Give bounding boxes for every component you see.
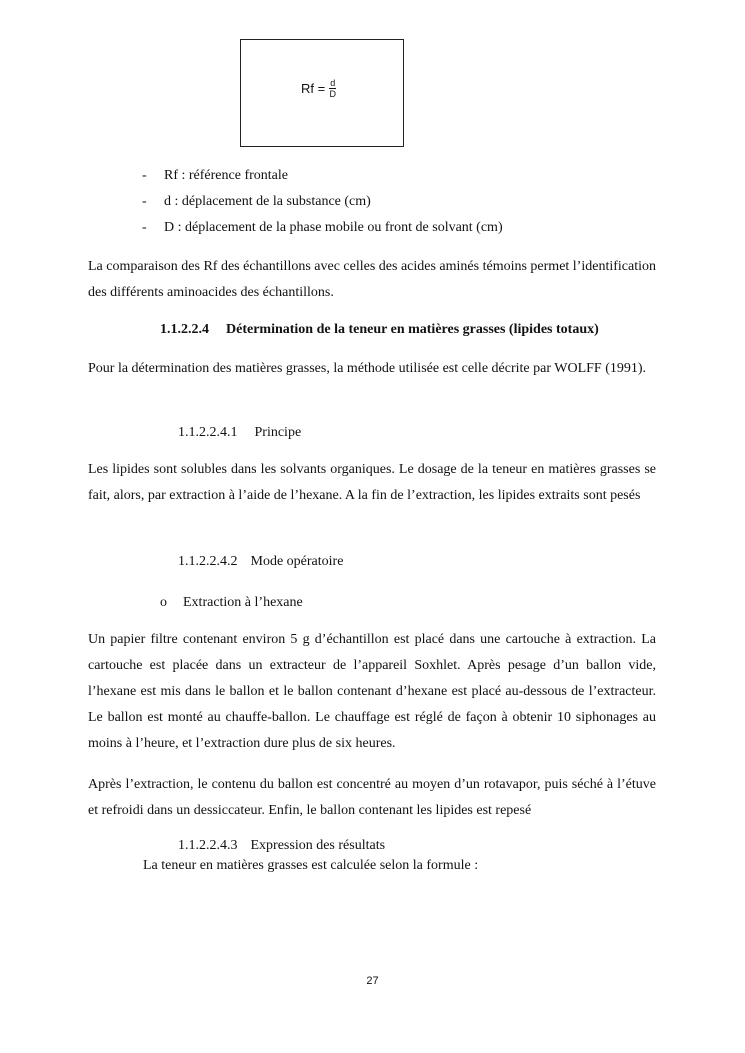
definition-item [0, 219, 745, 237]
page-number: 27 [366, 975, 379, 987]
list-item [160, 595, 303, 611]
formula-fraction [329, 78, 336, 99]
formula-lhs: Rf = [301, 81, 326, 96]
dash-marker: - [142, 194, 147, 209]
formula-box [240, 39, 404, 147]
rf-formula [301, 78, 336, 99]
dash-marker: - [142, 220, 147, 235]
section-number: 1.1.2.2.4 [160, 322, 209, 337]
circle-bullet: o [160, 595, 167, 610]
definition-item [0, 193, 745, 211]
formula-intro: La teneur en matières grasses est calculée selon la formule : [143, 858, 479, 873]
list-item-text: Extraction à l’hexane [183, 595, 303, 610]
paragraph-principe: Les lipides sont solubles dans les solvants organiques. Le dosage de la teneur en matières grasses se fait, alors, par extraction à l’aide de l’hexane. A la fin de l’extraction, les lipides extraits sont pesés [88, 462, 656, 503]
section-title: Détermination de la teneur en matières grasses (lipides totaux) [226, 322, 599, 337]
subsection-title: Mode opératoire [250, 554, 344, 569]
subsection-title: Principe [254, 425, 302, 440]
subsection-heading-mode [178, 554, 343, 570]
paragraph-comparison: La comparaison des Rf des échantillons avec celles des acides aminés témoins permet l’identification des différents aminoacides des échantillons. [88, 259, 656, 300]
section-heading [160, 322, 599, 338]
subsection-heading-principe [178, 425, 301, 441]
subsection-heading-expression [178, 838, 385, 854]
formula-denominator: D [329, 89, 336, 99]
subsection-title: Expression des résultats [250, 838, 386, 853]
subsection-number: 1.1.2.2.4.1 [178, 425, 238, 440]
formula-numerator: d [330, 78, 336, 88]
paragraph-method: Pour la détermination des matières grasses, la méthode utilisée est celle décrite par WOLFF (1991). [88, 361, 647, 376]
definition-text: Rf : référence frontale [164, 168, 288, 183]
definition-text: d : déplacement de la substance (cm) [164, 194, 371, 209]
subsection-number: 1.1.2.2.4.2 [178, 554, 238, 569]
subsection-number: 1.1.2.2.4.3 [178, 838, 238, 853]
paragraph-extraction: Un papier filtre contenant environ 5 g d’échantillon est placé dans une cartouche à extraction. La cartouche est placée dans un extracteur de l’appareil Soxhlet. Après pesage d’un ballon vide, l’hexane est mis dans le ballon et le ballon contenant d’hexane est placé au-dessous de l’extracteur. Le ballon est monté au chauffe-ballon. Le chauffage est réglé de façon à obtenir 10 siphonages au moins à l’heure, et l’extraction dure plus de six heures. [88, 632, 656, 751]
definition-item [0, 167, 745, 185]
dash-marker: - [142, 168, 147, 183]
definition-text: D : déplacement de la phase mobile ou front de solvant (cm) [164, 220, 503, 235]
paragraph-after-extraction: Après l’extraction, le contenu du ballon est concentré au moyen d’un rotavapor, puis séché à l’étuve et refroidi dans un dessiccateur. Enfin, le ballon contenant les lipides est repesé [88, 777, 656, 818]
